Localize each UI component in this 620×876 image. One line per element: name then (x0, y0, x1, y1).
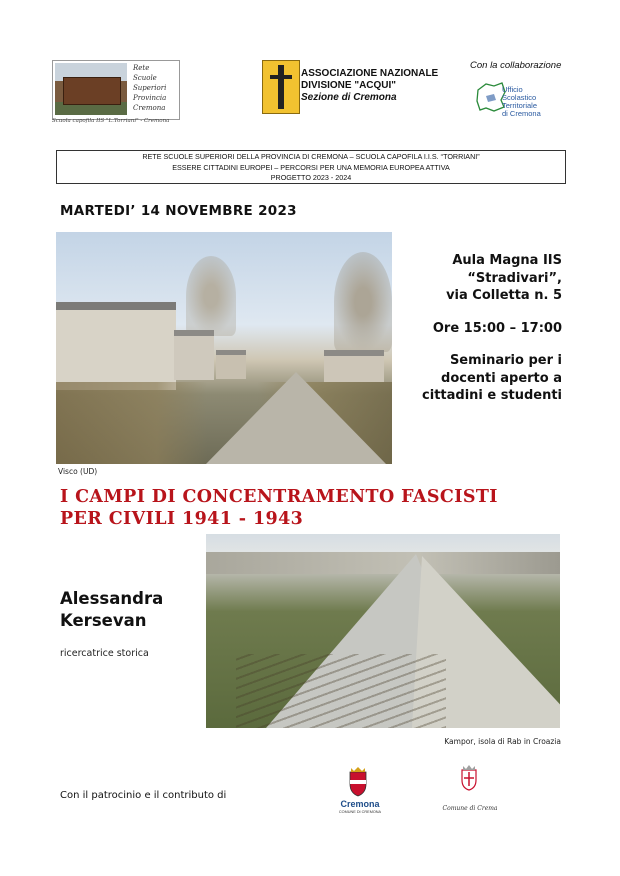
cremona-name: Cremona (340, 799, 380, 809)
ufficio-line-4: di Cremona (502, 109, 541, 118)
event-info (400, 252, 562, 420)
rete-line-2: Scuole (133, 74, 157, 82)
photo2-caption: Kampor, isola di Rab in Croazia (444, 737, 561, 746)
anda-line-2: DIVISIONE "ACQUI" (301, 80, 397, 91)
description-line-2: docenti aperto a (441, 370, 562, 386)
anda-logo-text (301, 68, 441, 104)
speaker-first-name: Alessandra (60, 589, 164, 608)
ufficio-line-3: Territoriale (502, 101, 538, 110)
venue (400, 252, 562, 305)
project-line-3: PROGETTO 2023 - 2024 (270, 173, 352, 182)
rete-logo-text (133, 63, 177, 113)
project-info-box (56, 150, 566, 184)
event-description (400, 352, 562, 405)
crema-name: Comune di Crema (442, 805, 498, 812)
rete-line-5: Cremona (133, 104, 166, 112)
speaker-role: ricercatrice storica (60, 648, 149, 659)
rete-logo-caption: Scuola capofila IIS "L.Torriani" - Cremona (52, 118, 170, 124)
project-line-1: RETE SCUOLE SUPERIORI DELLA PROVINCIA DI CREMONA – SCUOLA CAPOFILA I.I.S. “TORRIANI” (142, 152, 480, 161)
anda-line-3: Sezione di Cremona (301, 92, 397, 103)
cremona-subtitle: COMUNE DI CREMONA (338, 810, 382, 814)
project-line-2: ESSERE CITTADINI EUROPEI – PERCORSI PER UNA MEMORIA EUROPEA ATTIVA (172, 162, 450, 172)
rete-line-4: Provincia (133, 94, 167, 102)
ufficio-line-1: Ufficio (502, 85, 523, 94)
rete-line-1: Rete (133, 64, 150, 72)
speaker-name (60, 588, 163, 632)
description-line-1: Seminario per i (449, 353, 562, 368)
ufficio-scolastico-text (502, 86, 572, 118)
collaboration-label: Con la collaborazione (470, 60, 562, 71)
rete-line-3: Superiori (133, 84, 167, 92)
visco-camp-photo (56, 232, 392, 464)
seminar-title (60, 486, 580, 530)
anda-line-1: ASSOCIAZIONE NAZIONALE (301, 68, 439, 79)
kampor-memorial-photo (206, 534, 560, 728)
rete-scuole-logo (52, 60, 180, 120)
venue-line-1: Aula Magna IIS (452, 253, 562, 268)
train-wagon-image (55, 63, 127, 115)
cremona-crest-icon (344, 766, 372, 798)
speaker-last-name: Kersevan (60, 611, 147, 630)
crema-crest-icon (458, 762, 480, 792)
venue-line-2: “Stradivari”, (467, 270, 562, 286)
event-date: MARTEDI’ 14 NOVEMBRE 2023 (60, 203, 297, 219)
description-line-3: cittadini e studenti (422, 388, 562, 403)
title-line-2: PER CIVILI 1941 - 1943 (60, 509, 304, 529)
patronage-text: Con il patrocinio e il contributo di (60, 790, 227, 801)
photo1-caption: Visco (UD) (58, 467, 98, 476)
sword-emblem-icon (262, 60, 300, 114)
title-line-1: I CAMPI DI CONCENTRAMENTO FASCISTI (60, 487, 498, 507)
venue-line-3: via Colletta n. 5 (446, 288, 562, 303)
ufficio-line-2: Scolastico (502, 93, 537, 102)
event-time: Ore 15:00 – 17:00 (432, 320, 562, 336)
